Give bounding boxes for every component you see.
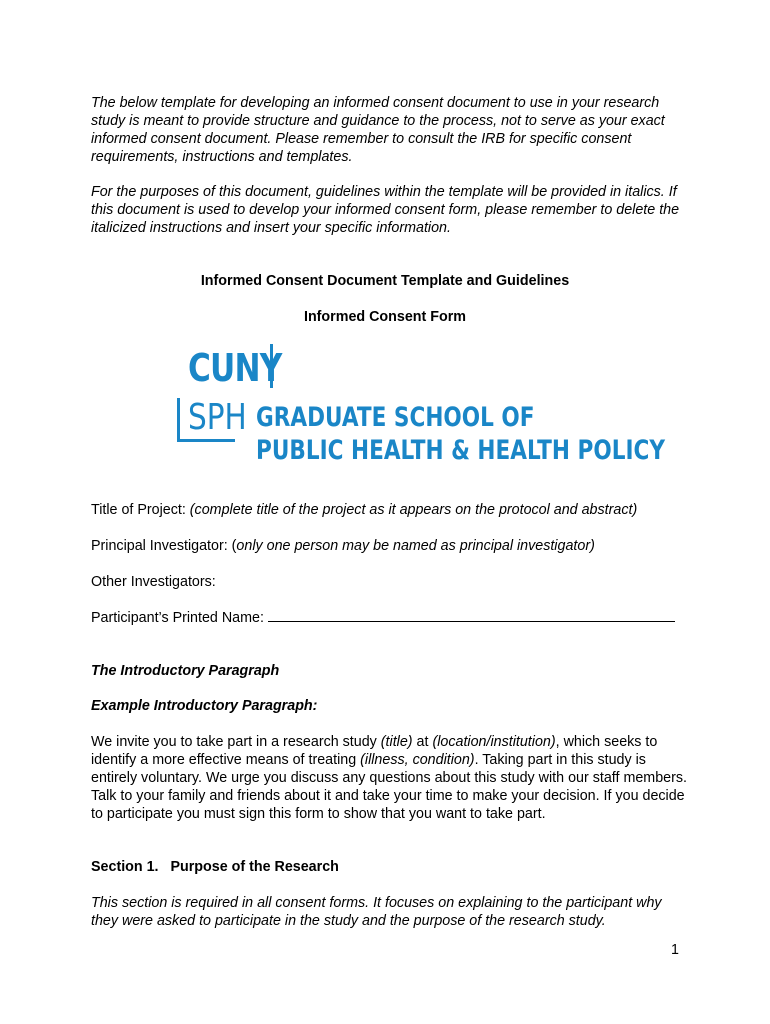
logo-bar-sph [177, 398, 180, 442]
intro-text-1: We invite you to take part in a research study [91, 734, 381, 750]
pi-hint: only one person may be named as principal investigator) [236, 538, 595, 554]
template-note-1: The below template for developing an informed consent document to use in your research study is meant to provide structure and guidance to the process, not to serve as your exact informed consent document. Please remember to consult the IRB for specific consent requirements, instructions and templates. [91, 95, 665, 165]
project-title-label: Title of Project: [91, 502, 190, 518]
cuny-sph-logo [176, 342, 665, 468]
intro-placeholder-illness: (illness, condition) [360, 752, 475, 768]
example-intro-body [91, 733, 691, 823]
intro-text-4: . Taking part in this study is entirely voluntary. We urge you discuss any questions about this study with our staff members. Talk to your family and friends about it and take your time to make your decision. If you decide to participate you must sign this form to show that you want to take part. [91, 752, 687, 822]
template-title: Informed Consent Document Template and Guidelines [200, 273, 570, 289]
intro-paragraph-heading: The Introductory Paragraph [91, 663, 280, 679]
field-principal-investigator [91, 537, 691, 555]
intro-text-2: at [412, 734, 433, 750]
field-other-investigators: Other Investigators: [91, 574, 216, 590]
project-title-hint: (complete title of the project as it appears on the protocol and abstract) [189, 502, 638, 518]
intro-placeholder-location: (location/institution) [432, 734, 556, 750]
example-intro-heading: Example Introductory Paragraph: [91, 698, 318, 714]
logo-sph-text: SPH [188, 397, 247, 438]
participant-name-label: Participant’s Printed Name: [91, 610, 268, 626]
form-title: Informed Consent Form [303, 309, 467, 325]
intro-text-3: , which seeks to identify a more effective means of treating [91, 734, 658, 768]
logo-school-line-1: GRADUATE SCHOOL OF [256, 402, 535, 433]
field-participant-name [91, 607, 691, 627]
page-number: 1 [671, 942, 679, 958]
logo-cuny-text: CUNY [188, 346, 282, 390]
intro-placeholder-title: (title) [380, 734, 413, 750]
section-1-heading: Section 1. Purpose of the Research [91, 859, 339, 875]
field-project-title [91, 501, 691, 519]
template-note-2: For the purposes of this document, guidelines within the template will be provided in italics. If this document is used to develop your informed consent form, please remember to delete the italicized instructions and insert your specific information. [91, 184, 680, 236]
pi-label: Principal Investigator: ( [91, 538, 237, 554]
section-1-body: This section is required in all consent forms. It focuses on explaining to the participant why they were asked to participate in the study and the purpose of the research study. [91, 895, 662, 929]
participant-name-line[interactable] [268, 607, 675, 622]
logo-school-line-2: PUBLIC HEALTH & HEALTH POLICY [256, 435, 665, 466]
